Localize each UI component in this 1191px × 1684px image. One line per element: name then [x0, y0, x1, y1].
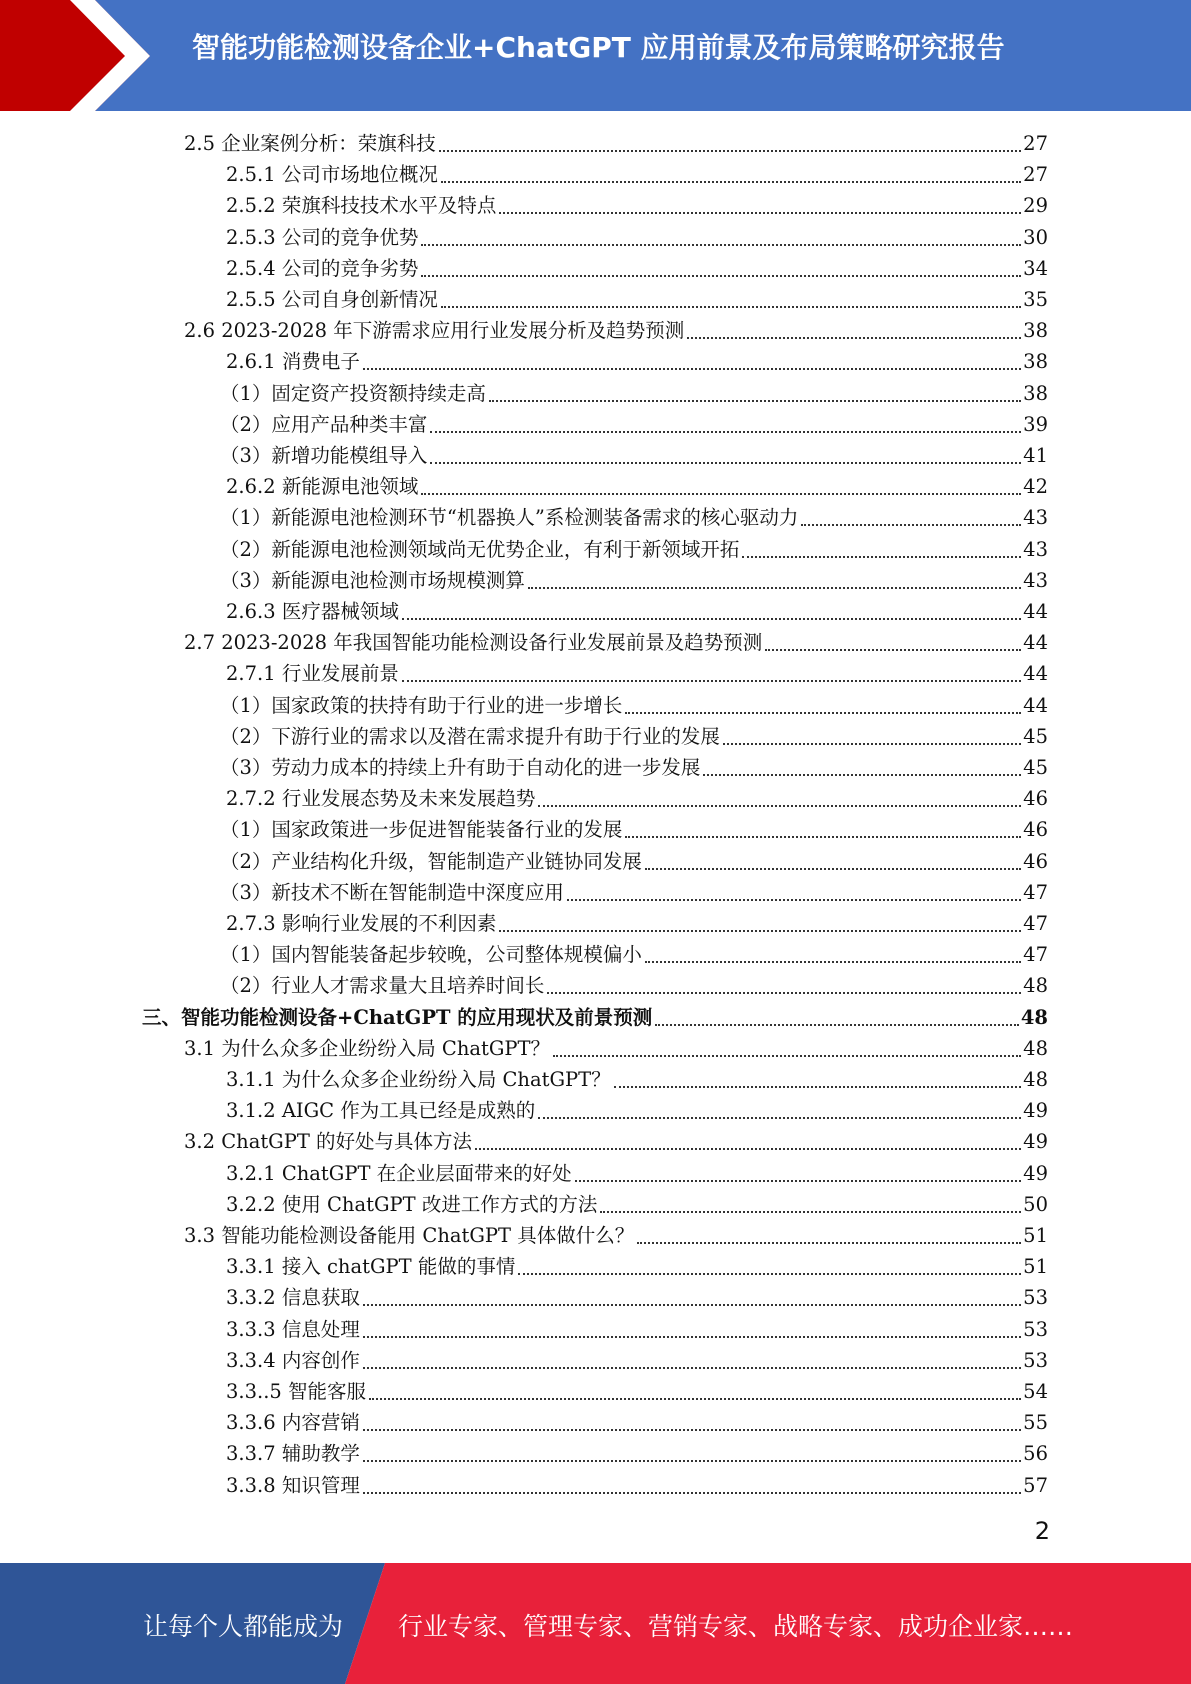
toc-leader-dots — [363, 1491, 1021, 1494]
toc-leader-dots — [430, 461, 1021, 464]
toc-entry[interactable] — [226, 1343, 1048, 1374]
toc-entry-page: 46 — [1023, 787, 1048, 811]
toc-entry-page: 44 — [1023, 631, 1048, 655]
toc-leader-dots — [369, 1397, 1021, 1400]
toc-entry-page: 47 — [1023, 943, 1048, 967]
toc-leader-dots — [723, 742, 1021, 745]
toc-leader-dots — [687, 336, 1021, 339]
toc-entry[interactable] — [220, 376, 1048, 407]
toc-entry-label: 2.7.3 影响行业发展的不利因素 — [226, 912, 497, 935]
toc-leader-dots — [421, 492, 1021, 495]
toc-entry-label: （3）新增功能模组导入 — [220, 444, 428, 467]
toc-entry-page: 38 — [1023, 381, 1048, 405]
toc-entry-page: 50 — [1023, 1192, 1048, 1216]
toc-leader-dots — [742, 555, 1021, 558]
toc-entry-page: 44 — [1023, 693, 1048, 717]
toc-entry-page: 48 — [1023, 1068, 1048, 1091]
toc-entry-label: 3.3.6 内容营销 — [226, 1411, 360, 1435]
toc-entry-page: 49 — [1023, 1099, 1048, 1123]
toc-leader-dots — [441, 305, 1021, 308]
toc-entry-label: 2.6.1 消费电子 — [226, 350, 360, 374]
toc-entry-page: 44 — [1023, 662, 1048, 686]
toc-entry[interactable] — [226, 282, 1048, 313]
page-footer — [0, 1563, 1191, 1684]
toc-entry[interactable] — [226, 1187, 1048, 1218]
toc-entry-label: 2.7 2023-2028 年我国智能功能检测设备行业发展前景及趋势预测 — [184, 631, 763, 655]
toc-entry-page: 53 — [1023, 1348, 1048, 1372]
toc-entry[interactable] — [184, 313, 1048, 344]
toc-entry-label: 2.5.4 公司的竞争劣势 — [226, 256, 419, 280]
toc-entry-page: 42 — [1023, 475, 1048, 499]
toc-entry-page: 48 — [1023, 974, 1048, 998]
toc-entry[interactable] — [226, 220, 1048, 251]
toc-leader-dots — [765, 648, 1021, 651]
toc-entry-page: 38 — [1023, 319, 1048, 343]
toc-entry[interactable] — [226, 1468, 1048, 1499]
toc-leader-dots — [363, 1303, 1021, 1306]
toc-entry-label: 2.5.5 公司自身创新情况 — [226, 288, 438, 311]
toc-entry-page: 38 — [1023, 350, 1048, 374]
toc-entry[interactable] — [220, 719, 1048, 750]
toc-entry[interactable] — [220, 407, 1048, 438]
toc-leader-dots — [538, 804, 1021, 807]
toc-leader-dots — [655, 1023, 1019, 1026]
toc-entry-page: 49 — [1023, 1130, 1048, 1154]
toc-entry-label: 2.6.3 医疗器械领域 — [226, 600, 399, 623]
toc-entry[interactable] — [142, 1000, 1048, 1031]
toc-leader-dots — [363, 367, 1021, 370]
toc-leader-dots — [499, 211, 1021, 214]
page-number: 2 — [1034, 1517, 1050, 1545]
toc-entry-label: 3.3.4 内容创作 — [226, 1348, 360, 1372]
toc-entry-label: 2.7.1 行业发展前景 — [226, 662, 399, 686]
toc-entry[interactable] — [226, 906, 1048, 937]
toc-entry-label: （1）国家政策进一步促进智能装备行业的发展 — [220, 818, 623, 842]
toc-leader-dots — [421, 274, 1021, 277]
toc-entry-label: 三、智能功能检测设备+ChatGPT 的应用现状及前景预测 — [142, 1005, 653, 1029]
toc-entry-page: 39 — [1023, 412, 1048, 436]
toc-leader-dots — [645, 960, 1021, 963]
toc-entry-label: （2）新能源电池检测领域尚无优势企业，有利于新领域开拓 — [220, 537, 740, 561]
toc-entry[interactable] — [220, 500, 1048, 531]
toc-entry-page: 54 — [1023, 1380, 1048, 1403]
toc-entry[interactable] — [184, 1218, 1048, 1249]
toc-leader-dots — [645, 867, 1021, 870]
toc-leader-dots — [441, 180, 1021, 183]
toc-entry-page: 43 — [1023, 537, 1048, 561]
toc-entry[interactable] — [226, 1062, 1048, 1093]
toc-entry-page: 48 — [1020, 1005, 1048, 1029]
toc-entry[interactable] — [226, 1405, 1048, 1436]
toc-leader-dots — [489, 399, 1021, 402]
toc-entry-page: 53 — [1023, 1317, 1048, 1341]
toc-leader-dots — [547, 991, 1021, 994]
toc-entry-label: 3.2 ChatGPT 的好处与具体方法 — [184, 1130, 473, 1154]
toc-entry-label: 3.3 智能功能检测设备能用 ChatGPT 具体做什么？ — [184, 1224, 635, 1247]
toc-entry-page: 53 — [1023, 1286, 1048, 1310]
toc-entry-label: 3.3.1 接入 chatGPT 能做的事情 — [226, 1255, 516, 1279]
toc-entry[interactable] — [226, 157, 1048, 188]
toc-entry[interactable] — [220, 750, 1048, 781]
toc-entry[interactable] — [226, 1374, 1048, 1405]
toc-entry[interactable] — [226, 1249, 1048, 1280]
toc-entry-label: 2.5 企业案例分析：荣旗科技 — [184, 132, 436, 155]
toc-entry-label: 2.5.3 公司的竞争优势 — [226, 225, 419, 249]
toc-entry-label: （3）新技术不断在智能制造中深度应用 — [220, 880, 564, 904]
toc-entry-label: 3.1 为什么众多企业纷纷入局 ChatGPT？ — [184, 1036, 551, 1060]
toc-leader-dots — [575, 1179, 1022, 1182]
toc-entry-label: （1）新能源电池检测环节“机器换人”系检测装备需求的核心驱动力 — [220, 506, 799, 530]
toc-entry-label: （2）行业人才需求量大且培养时间长 — [220, 974, 545, 998]
toc-leader-dots — [518, 1272, 1021, 1275]
toc-entry-label: 3.3.3 信息处理 — [226, 1317, 360, 1341]
toc-leader-dots — [625, 835, 1021, 838]
toc-entry-page: 45 — [1023, 724, 1048, 748]
toc-entry-page: 46 — [1023, 818, 1048, 842]
toc-leader-dots — [402, 679, 1021, 682]
toc-entry-label: （1）国家政策的扶持有助于行业的进一步增长 — [220, 693, 623, 717]
toc-entry[interactable] — [226, 1093, 1048, 1124]
toc-entry-page: 57 — [1023, 1473, 1048, 1497]
toc-leader-dots — [363, 1335, 1021, 1338]
toc-entry-page: 56 — [1023, 1442, 1048, 1466]
toc-entry-page: 43 — [1023, 568, 1048, 592]
toc-leader-dots — [553, 1054, 1021, 1057]
toc-entry-label: （2）产业结构化升级，智能制造产业链协同发展 — [220, 849, 642, 873]
toc-entry[interactable] — [226, 344, 1048, 375]
toc-entry-label: （3）劳动力成本的持续上升有助于自动化的进一步发展 — [220, 756, 701, 779]
toc-entry-label: （3）新能源电池检测市场规模测算 — [220, 568, 525, 592]
toc-entry-page: 47 — [1023, 912, 1048, 935]
toc-leader-dots — [600, 1210, 1021, 1213]
toc-entry-page: 44 — [1023, 600, 1048, 623]
toc-leader-dots — [538, 1116, 1021, 1119]
toc-entry-label: （2）下游行业的需求以及潜在需求提升有助于行业的发展 — [220, 724, 720, 748]
toc-entry-label: 3.3.8 知识管理 — [226, 1473, 360, 1497]
toc-entry[interactable] — [226, 1280, 1048, 1311]
toc-entry[interactable] — [226, 1436, 1048, 1467]
toc-entry[interactable] — [226, 251, 1048, 282]
toc-entry-page: 49 — [1023, 1161, 1048, 1185]
toc-leader-dots — [625, 711, 1021, 714]
toc-entry-page: 51 — [1023, 1224, 1048, 1247]
toc-entry-label: 2.5.2 荣旗科技技术水平及特点 — [226, 194, 497, 218]
footer-slogan-right: 行业专家、管理专家、营销专家、战略专家、成功企业家…… — [398, 1612, 1074, 1641]
toc-entry-page: 29 — [1023, 194, 1048, 218]
toc-entry[interactable] — [226, 1312, 1048, 1343]
toc-entry-page: 34 — [1023, 256, 1048, 280]
header-title: 智能功能检测设备企业+ChatGPT 应用前景及布局策略研究报告 — [192, 31, 1005, 64]
toc-leader-dots — [528, 586, 1021, 589]
toc-entry[interactable] — [220, 532, 1048, 563]
toc-entry-page: 27 — [1023, 132, 1048, 155]
toc-entry[interactable] — [184, 126, 1048, 157]
toc-entry-label: 2.6.2 新能源电池领域 — [226, 475, 419, 499]
toc-entry-label: 2.5.1 公司市场地位概况 — [226, 163, 438, 187]
toc-entry[interactable] — [220, 438, 1048, 469]
toc-entry-label: 3.1.2 AIGC 作为工具已经是成熟的 — [226, 1099, 536, 1123]
toc-leader-dots — [430, 430, 1021, 433]
toc-entry-page: 43 — [1023, 506, 1048, 530]
toc-entry-page: 27 — [1023, 163, 1048, 187]
toc-entry-label: 3.2.2 使用 ChatGPT 改进工作方式的方法 — [226, 1192, 598, 1216]
footer-slogan-left: 让每个人都能成为 — [143, 1612, 344, 1641]
toc-entry-page: 46 — [1023, 849, 1048, 873]
toc-leader-dots — [475, 1147, 1021, 1150]
toc-entry[interactable] — [184, 1031, 1048, 1062]
toc-leader-dots — [402, 617, 1021, 620]
toc-entry[interactable] — [220, 844, 1048, 875]
toc-entry-page: 55 — [1023, 1411, 1048, 1435]
toc-leader-dots — [801, 523, 1021, 526]
toc-entry-label: 3.1.1 为什么众多企业纷纷入局 ChatGPT？ — [226, 1068, 611, 1091]
toc-entry[interactable] — [220, 812, 1048, 843]
toc-entry[interactable] — [220, 688, 1048, 719]
toc-entry[interactable] — [220, 875, 1048, 906]
toc-entry[interactable] — [226, 469, 1048, 500]
toc-entry[interactable] — [220, 563, 1048, 594]
toc-entry-label: 2.7.2 行业发展态势及未来发展趋势 — [226, 787, 536, 811]
toc-entry-label: 2.6 2023-2028 年下游需求应用行业发展分析及趋势预测 — [184, 319, 685, 343]
toc-leader-dots — [363, 1459, 1021, 1462]
toc-entry[interactable] — [220, 968, 1048, 999]
toc-leader-dots — [703, 773, 1021, 776]
toc-entry-page: 35 — [1023, 288, 1048, 311]
toc-entry[interactable] — [226, 594, 1048, 625]
toc-entry-label: （1）国内智能装备起步较晚，公司整体规模偏小 — [220, 943, 642, 967]
toc-leader-dots — [363, 1428, 1021, 1431]
toc-entry-label: （2）应用产品种类丰富 — [220, 412, 428, 436]
toc-entry[interactable] — [184, 1124, 1048, 1155]
toc-leader-dots — [637, 1241, 1021, 1244]
toc-entry[interactable] — [184, 625, 1048, 656]
toc-entry-label: 3.3..5 智能客服 — [226, 1380, 367, 1403]
toc-entry[interactable] — [226, 656, 1048, 687]
toc-entry-page: 30 — [1023, 225, 1048, 249]
toc-entry-page: 45 — [1023, 756, 1048, 779]
toc-entry[interactable] — [220, 937, 1048, 968]
toc-leader-dots — [614, 1085, 1022, 1088]
toc-entry-label: （1）固定资产投资额持续走高 — [220, 381, 486, 405]
page-header — [0, 0, 1191, 111]
toc-entry-page: 48 — [1023, 1036, 1048, 1060]
toc-leader-dots — [499, 929, 1021, 932]
toc-leader-dots — [439, 149, 1021, 152]
toc-leader-dots — [421, 243, 1021, 246]
toc-leader-dots — [567, 898, 1021, 901]
toc-entry-label: 3.3.2 信息获取 — [226, 1286, 360, 1310]
toc-entry-page: 41 — [1023, 444, 1048, 467]
toc-entry-label: 3.2.1 ChatGPT 在企业层面带来的好处 — [226, 1161, 572, 1185]
toc-entry[interactable] — [226, 188, 1048, 219]
toc-entry-page: 51 — [1023, 1255, 1048, 1279]
toc-entry[interactable] — [226, 781, 1048, 812]
toc-entry[interactable] — [226, 1156, 1048, 1187]
toc-leader-dots — [363, 1366, 1021, 1369]
toc-entry-page: 47 — [1023, 880, 1048, 904]
toc-entry-label: 3.3.7 辅助教学 — [226, 1442, 360, 1466]
